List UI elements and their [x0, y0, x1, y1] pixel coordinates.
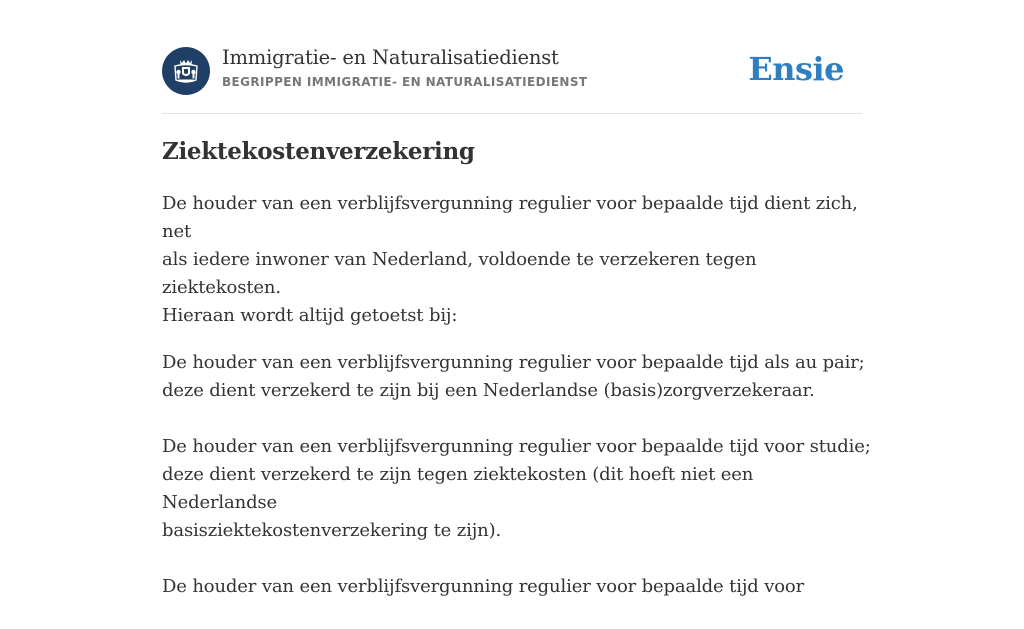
- org-name[interactable]: Immigratie- en Naturalisatiedienst: [222, 46, 559, 69]
- list-item: [162, 573, 872, 601]
- brand-logo[interactable]: Ensie: [748, 50, 844, 88]
- page-title: Ziektekostenverzekering: [162, 138, 475, 165]
- item-line: De houder van een verblijfsvergunning regulier voor bepaalde tijd voor: [162, 576, 805, 597]
- crest-icon[interactable]: [162, 47, 210, 95]
- intro-line: Hieraan wordt altijd getoetst bij:: [162, 305, 458, 326]
- site-header: [162, 40, 862, 114]
- intro-line: De houder van een verblijfsvergunning regulier voor bepaalde tijd dient zich, net: [162, 193, 858, 242]
- item-line: deze dient verzekerd te zijn tegen ziektekosten (dit hoeft niet een Nederlandse: [162, 464, 754, 513]
- item-line: deze dient verzekerd te zijn bij een Nederlandse (basis)zorgverzekeraar.: [162, 380, 815, 401]
- intro-paragraph: [162, 190, 872, 330]
- org-subtitle[interactable]: BEGRIPPEN IMMIGRATIE- EN NATURALISATIEDIENST: [222, 75, 588, 89]
- item-line: De houder van een verblijfsvergunning regulier voor bepaalde tijd voor studie;: [162, 436, 871, 457]
- intro-line: als iedere inwoner van Nederland, voldoende te verzekeren tegen ziektekosten.: [162, 249, 757, 298]
- article-body: [162, 190, 872, 629]
- list-item: [162, 433, 872, 545]
- item-line: basisziektekostenverzekering te zijn).: [162, 520, 502, 541]
- item-line: De houder van een verblijfsvergunning regulier voor bepaalde tijd als au pair;: [162, 352, 865, 373]
- crest-graphic: [169, 54, 203, 88]
- list-item: [162, 349, 872, 405]
